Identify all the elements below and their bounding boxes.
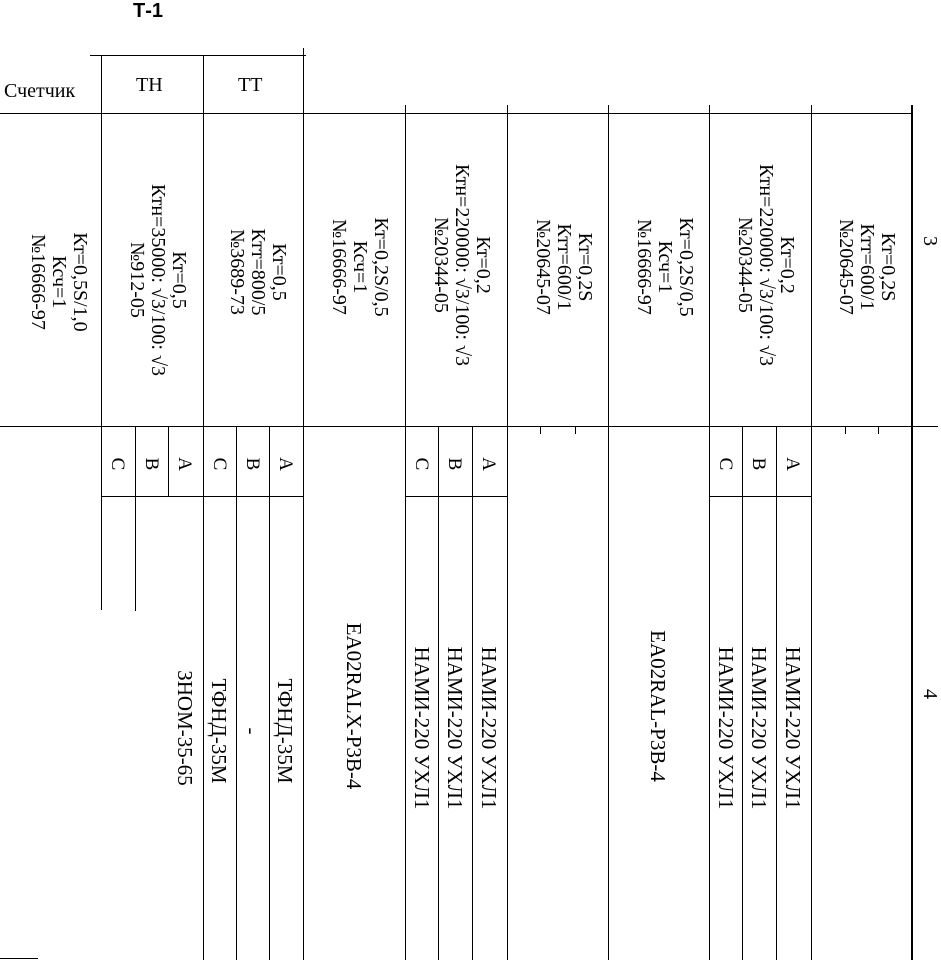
vline-608 bbox=[608, 105, 609, 960]
spec-line: Ктн=35000: √3/100: √3 bbox=[147, 184, 169, 376]
spec-cell-vt-35 bbox=[115, 130, 189, 430]
doc-title: Т-1 bbox=[133, 0, 163, 22]
phase-label: B bbox=[242, 457, 263, 471]
phase-cell-border-3 bbox=[405, 496, 507, 497]
device-znom: ЗНОМ-35-65 bbox=[173, 670, 197, 786]
device-nami-1: НАМИ-220 УХЛ1 bbox=[410, 646, 434, 810]
spec-cell-meter-3 bbox=[622, 117, 696, 417]
device-nami-4: НАМИ-220 УХЛ1 bbox=[714, 646, 738, 810]
device-tfnd-c: ТФНД-35М bbox=[207, 678, 231, 784]
phase-vline-236 bbox=[236, 426, 237, 960]
header-bottom-border bbox=[0, 113, 913, 114]
device-meter-1: EA02RALX-P3B-4 bbox=[342, 622, 366, 790]
tick-540 bbox=[540, 426, 541, 434]
spec-line: Ксч=1 bbox=[349, 240, 371, 294]
header-top-border bbox=[90, 55, 306, 56]
spec-line: Кт=0,2S bbox=[877, 232, 899, 302]
device-dash: - bbox=[240, 727, 264, 735]
spec-line: №16666-97 bbox=[328, 219, 350, 315]
phase-vline-135 bbox=[135, 426, 136, 611]
phase-vline-438 bbox=[438, 426, 439, 960]
device-nami-2: НАМИ-220 УХЛ1 bbox=[443, 646, 467, 810]
phase-vline-168 bbox=[168, 426, 169, 496]
vline-101 bbox=[101, 55, 102, 610]
spec-cell-ct-220-1 bbox=[521, 117, 595, 417]
spec-line: Кт=0,2S/0,5 bbox=[370, 217, 392, 317]
phase-label: C bbox=[107, 457, 128, 471]
spec-cell-vt-220-2 bbox=[723, 115, 797, 415]
device-nami-6: НАМИ-220 УХЛ1 bbox=[781, 646, 805, 810]
phase-label: A bbox=[478, 457, 499, 471]
phase-label: A bbox=[174, 457, 195, 471]
tick-878 bbox=[878, 426, 879, 434]
spec-line: Кт=0,2 bbox=[776, 236, 798, 294]
spec-line: №3689-73 bbox=[226, 229, 248, 315]
bottom-stub-left bbox=[0, 958, 38, 959]
device-tfnd-a: ТФНД-35М bbox=[273, 678, 297, 784]
spec-line: Кт=0,2S/0,5 bbox=[675, 217, 697, 317]
phase-cell-border-2 bbox=[203, 496, 303, 497]
tick-575 bbox=[575, 426, 576, 434]
spec-line: Ктн=220000: √3/100: √3 bbox=[451, 164, 473, 366]
spec-line: Ктт=600/1 bbox=[553, 223, 575, 311]
phase-cell-border-4 bbox=[709, 496, 811, 497]
vline-811 bbox=[811, 105, 812, 960]
phase-vline-472 bbox=[472, 426, 473, 960]
phase-label: C bbox=[715, 457, 736, 471]
spec-line: Кт=0,2 bbox=[472, 236, 494, 294]
spec-line: Кт=0,5 bbox=[168, 251, 190, 309]
vline-709 bbox=[709, 105, 710, 960]
header-ct-label: ТТ bbox=[238, 74, 263, 96]
spec-line: Кт=0,2S bbox=[574, 232, 596, 302]
spec-line: Ктт=800/5 bbox=[247, 228, 269, 316]
device-nami-3: НАМИ-220 УХЛ1 bbox=[477, 646, 501, 810]
phase-label: A bbox=[275, 457, 296, 471]
header-vt-label: ТН bbox=[136, 74, 163, 96]
spec-line: №912-05 bbox=[126, 242, 148, 318]
spec-line: Кт=0,5S/1,0 bbox=[69, 232, 91, 332]
vline-303 bbox=[303, 55, 304, 960]
phase-vline-742 bbox=[742, 426, 743, 960]
spec-cell-meter-2 bbox=[317, 117, 391, 417]
phase-vline-269 bbox=[269, 426, 270, 960]
spec-line: №20645-07 bbox=[835, 219, 857, 315]
spec-line: Ктн=220000: √3/100: √3 bbox=[755, 164, 777, 366]
vline-405 bbox=[405, 105, 406, 960]
vline-203 bbox=[203, 55, 204, 960]
spec-line: №16666-97 bbox=[633, 219, 655, 315]
spec-line: №20645-07 bbox=[532, 219, 554, 315]
spec-cell-ct-35 bbox=[215, 122, 289, 422]
spec-line: Ксч=1 bbox=[654, 240, 676, 294]
spec-line: №16666-97 bbox=[27, 234, 49, 330]
vline-911 bbox=[911, 105, 913, 960]
phase-label: A bbox=[782, 457, 803, 471]
spec-line: Кт=0,5 bbox=[268, 243, 290, 301]
phase-label: B bbox=[141, 457, 162, 471]
spec-cell-vt-220-1 bbox=[419, 115, 493, 415]
column-number-3: 3 bbox=[919, 236, 941, 246]
spec-line: №20344-05 bbox=[734, 217, 756, 313]
phase-vline-776 bbox=[776, 426, 777, 960]
spec-line: №20344-05 bbox=[430, 217, 452, 313]
phase-cell-border-1 bbox=[101, 496, 203, 497]
phase-label: B bbox=[444, 457, 465, 471]
column-number-4: 4 bbox=[919, 689, 941, 699]
device-nami-5: НАМИ-220 УХЛ1 bbox=[747, 646, 771, 810]
tick-845 bbox=[845, 426, 846, 434]
spec-line: Ктт=600/1 bbox=[856, 223, 878, 311]
phase-label: C bbox=[411, 457, 432, 471]
header-counter-label: Счетчик bbox=[4, 80, 76, 102]
spec-line: Ксч=1 bbox=[48, 255, 70, 309]
vline-507 bbox=[507, 105, 508, 960]
phase-label: B bbox=[748, 457, 769, 471]
device-meter-2: EA02RAL-P3B-4 bbox=[646, 630, 670, 782]
phase-label: C bbox=[209, 457, 230, 471]
spec-cell-ct-220-2 bbox=[824, 117, 898, 417]
spec-cell-meter-1 bbox=[16, 132, 90, 432]
